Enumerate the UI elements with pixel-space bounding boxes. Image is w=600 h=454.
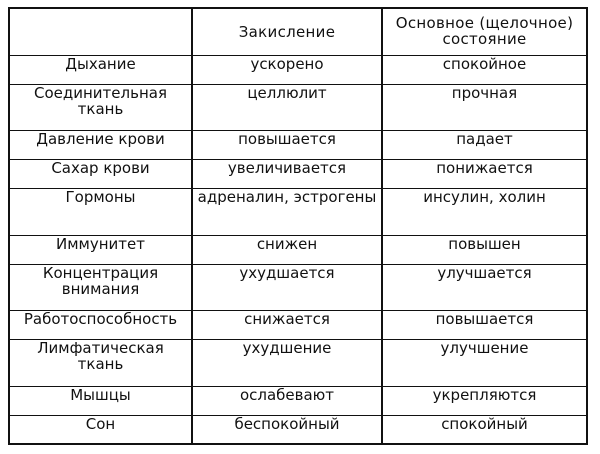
alkaline-value: улучшается [382,264,586,311]
acid-value: повышается [192,131,382,160]
row-label: Работоспособность [10,311,192,340]
header-alkaline-state: Основное (щелочное) состояние [382,9,586,56]
acid-value: адреналин, эстрогены [192,189,382,236]
acid-value: снижается [192,311,382,340]
table-row [10,56,586,85]
table-row [10,311,586,340]
comparison-table [10,9,586,443]
row-label: Концентрация внимания [10,264,192,311]
acid-value: увеличивается [192,160,382,189]
table-row [10,235,586,264]
alkaline-value: укрепляются [382,386,586,415]
acid-value: снижен [192,235,382,264]
alkaline-value: инсулин, холин [382,189,586,236]
alkaline-value: повышается [382,311,586,340]
row-label: Иммунитет [10,235,192,264]
table-row [10,189,586,236]
table-row [10,84,586,131]
row-label: Соединительная ткань [10,84,192,131]
acid-value: ускорено [192,56,382,85]
table-header-row [10,9,586,56]
acid-value: беспокойный [192,415,382,443]
row-label: Дыхание [10,56,192,85]
header-blank-cell [10,9,192,56]
table-row [10,386,586,415]
acid-value: ухудшается [192,264,382,311]
table-row [10,131,586,160]
alkaline-value: спокойное [382,56,586,85]
acid-value: целлюлит [192,84,382,131]
alkaline-value: падает [382,131,586,160]
alkaline-value: повышен [382,235,586,264]
table-row [10,264,586,311]
row-label: Мышцы [10,386,192,415]
alkaline-value: спокойный [382,415,586,443]
alkaline-value: улучшение [382,340,586,387]
header-acidification: Закисление [192,9,382,56]
acid-value: ухудшение [192,340,382,387]
alkaline-value: понижается [382,160,586,189]
row-label: Сон [10,415,192,443]
row-label: Лимфатическая ткань [10,340,192,387]
comparison-table-frame [8,7,588,445]
table-row [10,160,586,189]
table-row [10,340,586,387]
row-label: Давление крови [10,131,192,160]
table-row [10,415,586,443]
alkaline-value: прочная [382,84,586,131]
acid-value: ослабевают [192,386,382,415]
row-label: Гормоны [10,189,192,236]
row-label: Сахар крови [10,160,192,189]
